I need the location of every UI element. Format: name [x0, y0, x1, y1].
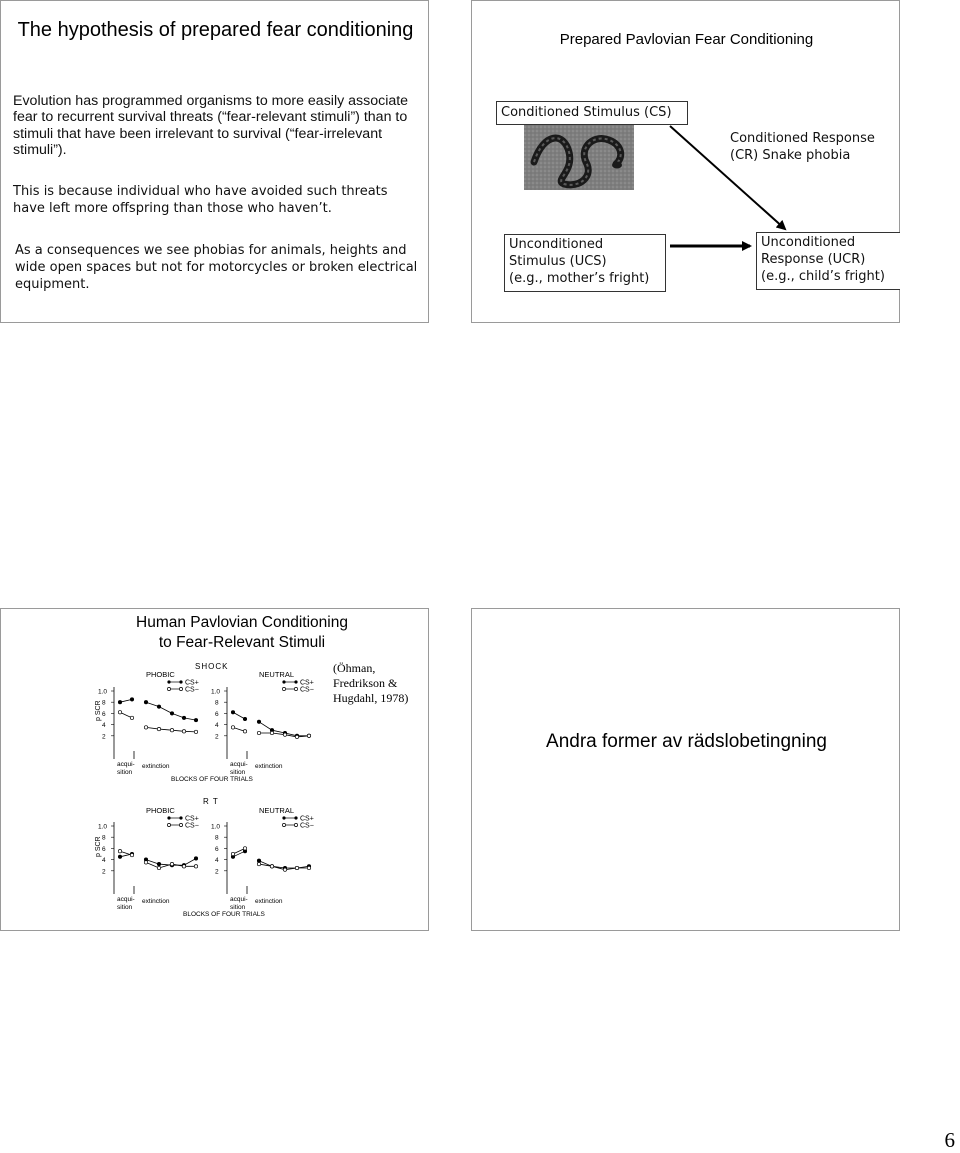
legend-marker-cs-plus — [294, 680, 297, 683]
data-point-cs-plus — [257, 720, 260, 723]
data-point-cs-minus — [182, 730, 185, 733]
data-point-cs-minus — [270, 865, 273, 868]
data-point-cs-plus — [118, 855, 121, 858]
slide-title-line2: to Fear-Relevant Stimuli — [158, 634, 326, 651]
legend-marker-cs-minus — [282, 823, 285, 826]
top-xlabel: BLOCKS OF FOUR TRIALS — [171, 776, 253, 783]
shock-label: SHOCK — [195, 662, 229, 671]
group-label: NEUTRAL — [259, 670, 295, 679]
phase-extinction-label: extinction — [142, 763, 170, 770]
data-point-cs-plus — [231, 711, 234, 714]
legend-marker-cs-plus — [167, 680, 170, 683]
legend-cs-plus: CS+ — [185, 679, 199, 687]
cs-label: Conditioned Stimulus (CS) — [501, 105, 672, 120]
slide-other-fear-conditioning — [471, 608, 900, 931]
y-tick-label: 8 — [102, 699, 106, 707]
y-tick-label: 6 — [102, 710, 106, 718]
data-point-cs-plus — [194, 718, 197, 721]
y-tick-label: 2 — [102, 733, 106, 741]
data-point-cs-minus — [157, 727, 160, 730]
phase-extinction-label: extinction — [142, 898, 170, 905]
data-point-cs-minus — [118, 850, 121, 853]
y-tick-label: 1.0 — [98, 823, 108, 831]
ucs-line2: Stimulus (UCS) — [509, 254, 607, 269]
data-point-cs-plus — [243, 717, 246, 720]
legend-cs-minus: CS− — [300, 686, 314, 694]
citation-line1: (Öhman, — [333, 661, 376, 675]
data-point-cs-minus — [130, 716, 133, 719]
legend-marker-cs-plus — [179, 680, 182, 683]
citation-line2: Fredrikson & — [333, 676, 398, 690]
y-tick-label: 2 — [102, 868, 106, 876]
page-number: 6 — [944, 1128, 955, 1152]
legend-cs-minus: CS− — [300, 822, 314, 830]
data-point-cs-plus — [118, 701, 121, 704]
y-tick-label: 4 — [215, 857, 219, 865]
data-point-cs-plus — [170, 712, 173, 715]
legend-cs-plus: CS+ — [185, 815, 199, 823]
y-tick-label: 1.0 — [211, 823, 221, 831]
data-point-cs-minus — [194, 730, 197, 733]
data-point-cs-minus — [144, 726, 147, 729]
data-point-cs-minus — [295, 866, 298, 869]
ucr-line1: Unconditioned — [761, 235, 856, 250]
paragraph-evolution: Evolution has programmed organisms to more easily associate fear to recurrent survival threats (“fear-relevant stimuli”) than to stimuli that have been irrelevant to survival (“fear-irrelevant stimuli”). — [13, 93, 409, 159]
group-label: PHOBIC — [146, 670, 175, 679]
data-point-cs-plus — [157, 862, 160, 865]
legend-marker-cs-plus — [282, 816, 285, 819]
data-point-cs-minus — [130, 853, 133, 856]
data-point-cs-minus — [182, 865, 185, 868]
data-point-cs-minus — [307, 866, 310, 869]
y-tick-label: 8 — [215, 699, 219, 707]
ucr-line3: (e.g., child’s fright) — [761, 269, 885, 284]
data-point-cs-plus — [130, 698, 133, 701]
scr-figure — [1, 609, 430, 932]
phase-acquisition-label: sition — [230, 769, 246, 776]
phase-acquisition-label: sition — [230, 904, 246, 911]
legend-marker-cs-minus — [294, 687, 297, 690]
top-ylabel: p SCR — [95, 700, 102, 721]
slide-prepared-fear-hypothesis — [0, 0, 429, 323]
y-tick-label: 6 — [102, 845, 106, 853]
legend-marker-cs-minus — [179, 823, 182, 826]
legend-marker-cs-minus — [167, 687, 170, 690]
y-tick-label: 4 — [102, 857, 106, 865]
y-tick-label: 8 — [215, 834, 219, 842]
slide-title: Prepared Pavlovian Fear Conditioning — [559, 31, 814, 48]
phase-acquisition-label: acqui- — [117, 896, 135, 903]
series-line-cs-plus — [146, 702, 196, 720]
phase-extinction-label: extinction — [255, 763, 283, 770]
y-tick-label: 8 — [102, 834, 106, 842]
data-point-cs-minus — [283, 733, 286, 736]
data-point-cs-minus — [270, 731, 273, 734]
data-point-cs-minus — [118, 711, 121, 714]
y-tick-label: 1.0 — [98, 688, 108, 696]
data-point-cs-minus — [231, 852, 234, 855]
legend-cs-plus: CS+ — [300, 679, 314, 687]
diagram-arrows — [472, 1, 901, 324]
data-point-cs-minus — [170, 862, 173, 865]
y-tick-label: 6 — [215, 710, 219, 718]
phase-acquisition-label: sition — [117, 904, 133, 911]
legend-marker-cs-plus — [167, 816, 170, 819]
citation-line3: Hugdahl, 1978) — [333, 691, 409, 705]
data-point-cs-plus — [257, 859, 260, 862]
data-point-cs-plus — [194, 857, 197, 860]
y-tick-label: 2 — [215, 733, 219, 741]
y-tick-label: 4 — [102, 722, 106, 730]
phase-acquisition-label: acqui- — [230, 896, 248, 903]
data-point-cs-minus — [194, 865, 197, 868]
bottom-ylabel: p SCR — [95, 836, 102, 857]
phase-acquisition-label: acqui- — [230, 761, 248, 768]
ucs-line1: Unconditioned — [509, 237, 604, 252]
slide-text: Andra former av rädslobetingning — [546, 731, 827, 752]
cs-to-ucr-arrow — [670, 126, 785, 229]
legend-marker-cs-minus — [167, 823, 170, 826]
paragraph-offspring: This is because individual who have avoided such threats have left more offspring than those who haven’t. — [13, 184, 388, 216]
data-point-cs-minus — [144, 861, 147, 864]
legend-marker-cs-plus — [179, 816, 182, 819]
ucs-line3: (e.g., mother’s fright) — [509, 271, 650, 286]
data-point-cs-plus — [144, 701, 147, 704]
group-label: NEUTRAL — [259, 806, 295, 815]
legend-marker-cs-minus — [294, 823, 297, 826]
legend-cs-minus: CS− — [185, 686, 199, 694]
phase-acquisition-label: sition — [117, 769, 133, 776]
y-tick-label: 2 — [215, 868, 219, 876]
cr-line2: (CR) Snake phobia — [730, 148, 851, 163]
y-tick-label: 1.0 — [211, 688, 221, 696]
bottom-xlabel: BLOCKS OF FOUR TRIALS — [183, 911, 265, 918]
slide-human-pavlovian — [0, 608, 429, 931]
data-point-cs-minus — [231, 726, 234, 729]
y-tick-label: 4 — [215, 722, 219, 730]
data-point-cs-minus — [307, 734, 310, 737]
phase-acquisition-label: acqui- — [117, 761, 135, 768]
series-line-cs-plus — [233, 712, 245, 719]
paragraph-phobias: As a consequences we see phobias for animals, heights and wide open spaces but not for motorcycles or broken electrical equipment. — [15, 243, 418, 292]
data-point-cs-minus — [243, 730, 246, 733]
data-point-cs-minus — [257, 862, 260, 865]
data-point-cs-minus — [257, 731, 260, 734]
slide-title-line1: Human Pavlovian Conditioning — [136, 614, 348, 631]
legend-marker-cs-plus — [282, 680, 285, 683]
data-point-cs-minus — [157, 866, 160, 869]
data-point-cs-minus — [295, 735, 298, 738]
slide-title: The hypothesis of prepared fear conditioning — [17, 19, 414, 41]
data-point-cs-minus — [283, 868, 286, 871]
cr-line1: Conditioned Response — [730, 131, 875, 146]
legend-cs-plus: CS+ — [300, 815, 314, 823]
data-point-cs-minus — [243, 847, 246, 850]
rt-label: R T — [203, 797, 219, 806]
group-label: PHOBIC — [146, 806, 175, 815]
legend-marker-cs-minus — [282, 687, 285, 690]
data-point-cs-plus — [182, 716, 185, 719]
legend-cs-minus: CS− — [185, 822, 199, 830]
y-tick-label: 6 — [215, 845, 219, 853]
data-point-cs-plus — [157, 705, 160, 708]
data-point-cs-minus — [170, 729, 173, 732]
phase-extinction-label: extinction — [255, 898, 283, 905]
legend-marker-cs-plus — [294, 816, 297, 819]
ucr-line2: Response (UCR) — [761, 252, 866, 267]
legend-marker-cs-minus — [179, 687, 182, 690]
slide-prepared-pavlovian — [471, 0, 900, 323]
